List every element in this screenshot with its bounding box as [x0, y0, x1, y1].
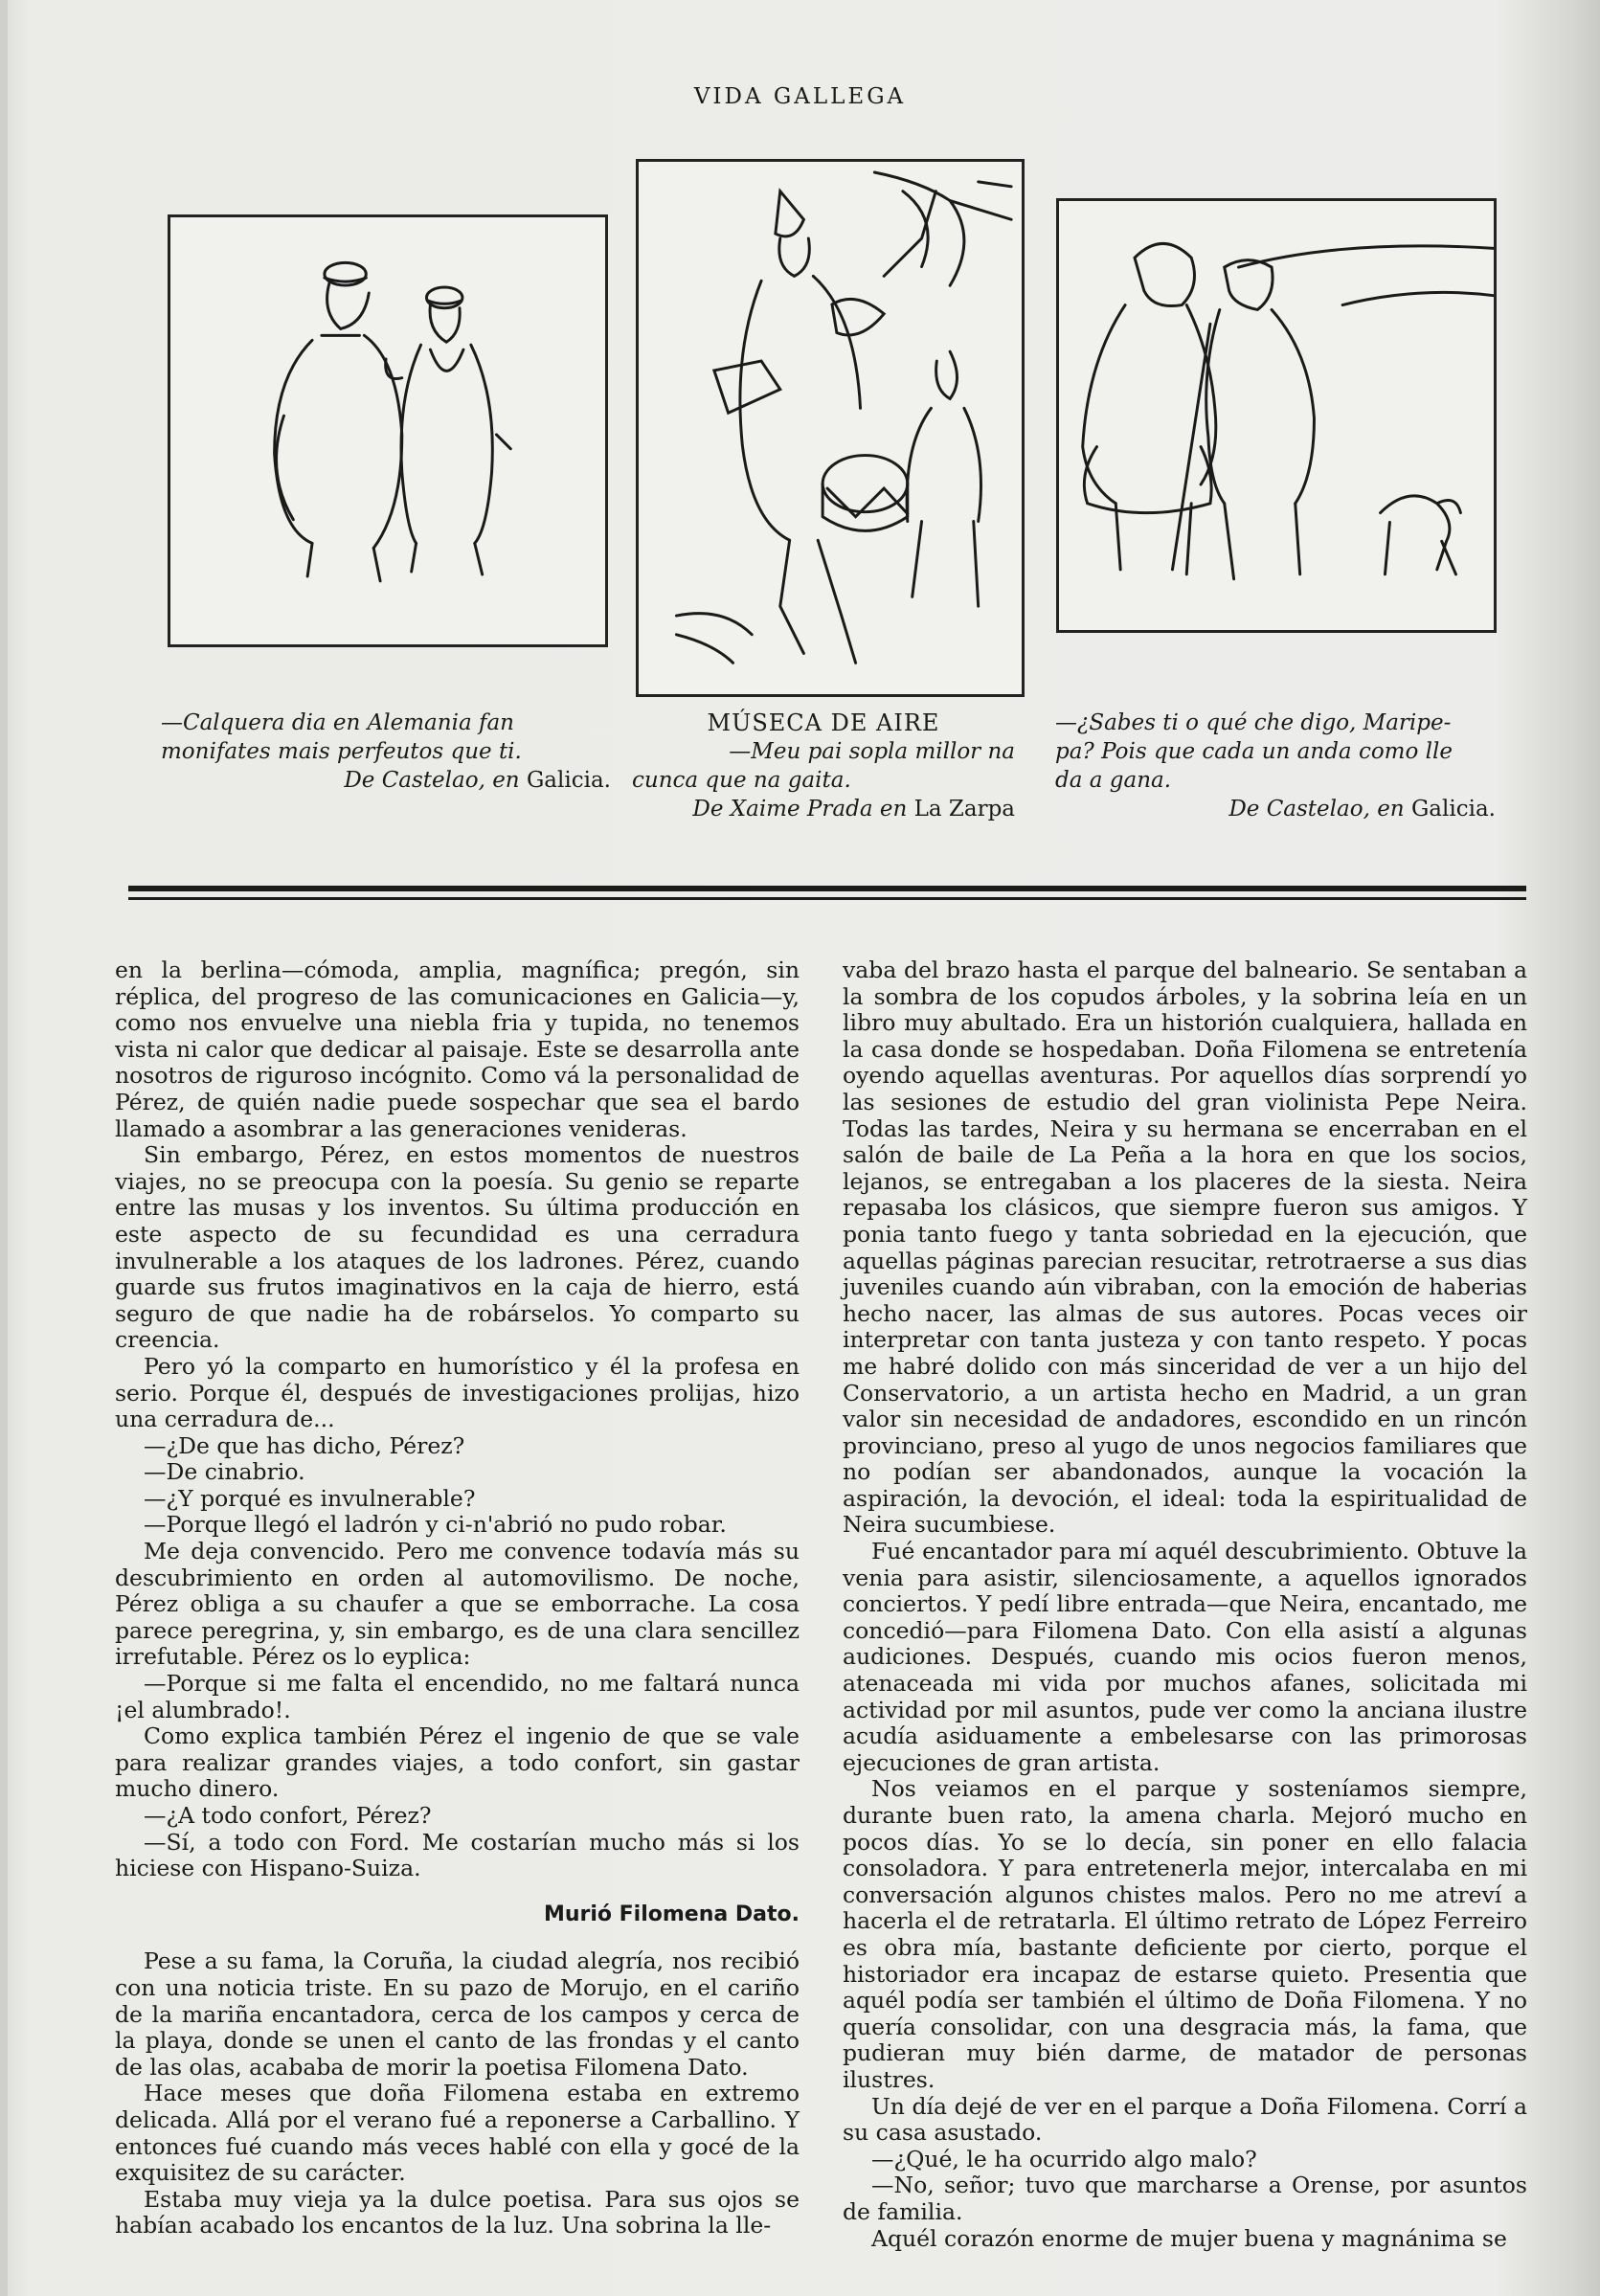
dialog-line: —¿Qué, le ha ocurrido algo malo? — [871, 2145, 1257, 2172]
cartoon-two-men-drawing — [170, 217, 605, 644]
dialog-line: —¿Y porqué es invulnerable? — [144, 1484, 476, 1512]
paragraph: Pero yó la comparto en humorístico y él la profesa en serio. Porque él, después de investigaciones prolijas, hizo una cerradura de... — [115, 1352, 800, 1433]
credit-source: Galicia. — [1410, 797, 1496, 822]
article-column-left — [115, 957, 800, 2240]
caption-line: monifates mais perfeutos que ti. — [161, 739, 522, 764]
cartoon-bagpiper-caption — [632, 709, 1015, 823]
dialog-line: —De cinabrio. — [144, 1458, 305, 1486]
cartoon-bagpiper-drummer-drawing — [639, 162, 1022, 694]
paragraph: Un día dejé de ver en el parque a Doña Filomena. Corrí a su casa asustado. — [843, 2092, 1527, 2147]
section-divider-thin — [128, 897, 1526, 900]
page-edge — [0, 0, 8, 2296]
cartoon-two-men-caption — [161, 709, 611, 795]
caption-line: —Meu pai sopla millor na — [729, 739, 1015, 764]
cartoon-old-couple-caption — [1055, 709, 1496, 823]
cartoon-old-couple-drawing — [1059, 201, 1494, 630]
paragraph: Fué encantador para mí aquél descubrimiento. Obtuve la venia para asistir, silenciosamente, a aquellos ignorados conciertos. Y pedí libre entrada—que Neira, encantado, me concedió—para Filomena Dato. Con ella asistí a algunas audiciones. Después, cuando mis ocios fueron menos, atenaceada mi vida por muchos afanes, solicitada mi actividad por mil asuntos, pude ver como la anciana ilustre acudía asiduamente a embelesarse con las primorosas ejecuciones de gran artista. — [843, 1538, 1527, 1776]
dialog-line: —Porque si me falta el encendido, no me faltará nunca ¡el alumbrado!. — [115, 1670, 800, 1723]
cartoon-bagpiper-drummer-illustration — [636, 159, 1025, 697]
article-column-right — [843, 957, 1527, 2252]
dialog-line: —¿De que has dicho, Pérez? — [144, 1431, 465, 1459]
cartoon-old-couple-illustration — [1056, 198, 1497, 633]
caption-line: da a gana. — [1055, 768, 1172, 793]
credit-source: La Zarpa — [913, 797, 1015, 822]
dialog-line: —No, señor; tuvo que marcharse a Orense, por asuntos de familia. — [843, 2172, 1527, 2225]
paragraph: Me deja convencido. Pero me convence todavía más su descubrimiento en orden al automovilismo. De noche, Pérez obliga a su chaufer a que se emborrache. La cosa parece peregrina, y, sin embargo, es de una clara sencillez irrefutable. Pérez os lo eyplica: — [115, 1538, 800, 1671]
cartoon-title: MÚSECA DE AIRE — [707, 709, 940, 736]
section-divider-thick — [128, 886, 1526, 891]
credit-source: Galicia. — [526, 768, 611, 793]
paragraph: en la berlina—cómoda, amplia, magnífica; pregón, sin réplica, del progreso de las comunicaciones en Galicia—y, como nos envuelve una niebla fria y tupida, no tenemos vista ni calor que dedicar al paisaje. Este se desarrolla ante nosotros de riguroso incógnito. Como vá la personalidad de Pérez, de quién nadie puede sospechar que sea el bardo llamado a asombrar a las generaciones venideras. — [115, 957, 800, 1142]
paragraph: Estaba muy vieja ya la dulce poetisa. Para sus ojos se habían acabado los encantos de la luz. Una sobrina la lle- — [115, 2185, 800, 2240]
caption-line: pa? Pois que cada un anda como lle — [1055, 739, 1453, 764]
section-heading: Murió Filomena Dato. — [543, 1902, 800, 1926]
caption-line: —Calquera dia en Alemania fan — [161, 710, 514, 735]
left-paragraphs — [115, 957, 800, 1882]
cartoon-two-men-illustration — [168, 214, 608, 647]
credit-author: De Castelao, en — [344, 768, 520, 793]
dialog-line: —Sí, a todo con Ford. Me costarían mucho más si los hiciese con Hispano-Suiza. — [115, 1828, 800, 1882]
credit-author: De Castelao, en — [1228, 797, 1405, 822]
dialog-line: —¿A todo confort, Pérez? — [144, 1802, 432, 1829]
caption-credit — [161, 766, 611, 795]
paragraph: Aquél corazón enorme de mujer buena y magnánima se — [871, 2224, 1507, 2252]
running-title: VIDA GALLEGA — [693, 84, 907, 109]
paragraph: Sin embargo, Pérez, en estos momentos de nuestros viajes, no se preocupa con la poesía. Su genio se reparte entre las musas y los inventos. Su última producción en este aspecto de su fecundidad es una cerradura invulnerable a los ataques de los ladrones. Pérez, cuando guarde sus frutos imaginativos en la caja de hierro, está seguro de que nadie ha de robárselos. Yo comparto su creencia. — [115, 1141, 800, 1354]
credit-author: De Xaime Prada en — [692, 797, 908, 822]
paragraph: Como explica también Pérez el ingenio de que se vale para realizar grandes viajes, a todo confort, sin gastar mucho dinero. — [115, 1722, 800, 1803]
dialog-line: —Porque llegó el ladrón y ci-n'abrió no pudo robar. — [144, 1511, 727, 1539]
paragraph: vaba del brazo hasta el parque del balneario. Se sentaban a la sombra de los copudos árboles, y la sobrina leía en un libro muy abultado. Era un historión cualquiera, hallada en la casa donde se hospedaban. Doña Filomena se entretenía oyendo aquellas aventuras. Por aquellos días sorprendí yo las sesiones de estudio del gran violinista Pepe Neira. Todas las tardes, Neira y su hermana se encerraban en el salón de baile de La Peña a la hora en que los socios, lejanos, se entregaban a los placeres de la siesta. Neira repasaba los clásicos, que siempre fueron sus amigos. Y ponia tanto fuego y tanta sobriedad en la ejecución, que aquellas páginas parecian resucitar, retrotraerse a sus dias juveniles cuando aún vibraban, con la emoción de haberias hecho nacer, las almas de sus autores. Pocas veces oir interpretar con tanta justeza y con tanto respeto. Y pocas me habré dolido con más sinceridad de ver a un hijo del Conservatorio, a un artista hecho en Madrid, a un gran valor sin necesidad de andadores, escondido en un rincón provinciano, preso al yugo de unos negocios familiares que no podían ser abandonados, aunque la vocación la aspiración, la devoción, el ideal: toda la espiritualidad de Neira sucumbiese. — [843, 957, 1527, 1539]
left-paragraphs-after — [115, 1948, 800, 2240]
paragraph: Nos veiamos en el parque y sosteníamos siempre, durante buen rato, la amena charla. Mejoró mucho en pocos días. Yo se lo decía, sin poner en ello falacia consoladora. Y para entretenerla mejor, intercalaba en mi conversación algunos chistes malos. Pero no me atreví a hacerla el de retratarla. El último retrato de López Ferreiro es obra mía, bastante deficiente por cierto, porque el historiador era incapaz de estarse quieto. Presentia que aquél podía ser también el último de Doña Filomena. Y no quería consolidar, con una desgracia más, la fama, que pudieran muy bién darme, de matador de personas ilustres. — [843, 1775, 1527, 2093]
caption-line: —¿Sabes ti o qué che digo, Maripe- — [1055, 710, 1452, 735]
caption-line: cunca que na gaita. — [632, 768, 851, 793]
paragraph: Pese a su fama, la Coruña, la ciudad alegría, nos recibió con una noticia triste. En su pazo de Morujo, en el cariño de la mariña encantadora, cerca de los campos y cerca de la playa, donde se unen el canto de las frondas y el canto de las olas, acababa de morir la poetisa Filomena Dato. — [115, 1947, 800, 2081]
paragraph: Hace meses que doña Filomena estaba en extremo delicada. Allá por el verano fué a reponerse a Carballino. Y entonces fué cuando más veces hablé con ella y gocé de la exquisitez de su carácter. — [115, 2080, 800, 2187]
caption-credit — [632, 795, 1015, 823]
caption-credit — [1055, 795, 1496, 823]
